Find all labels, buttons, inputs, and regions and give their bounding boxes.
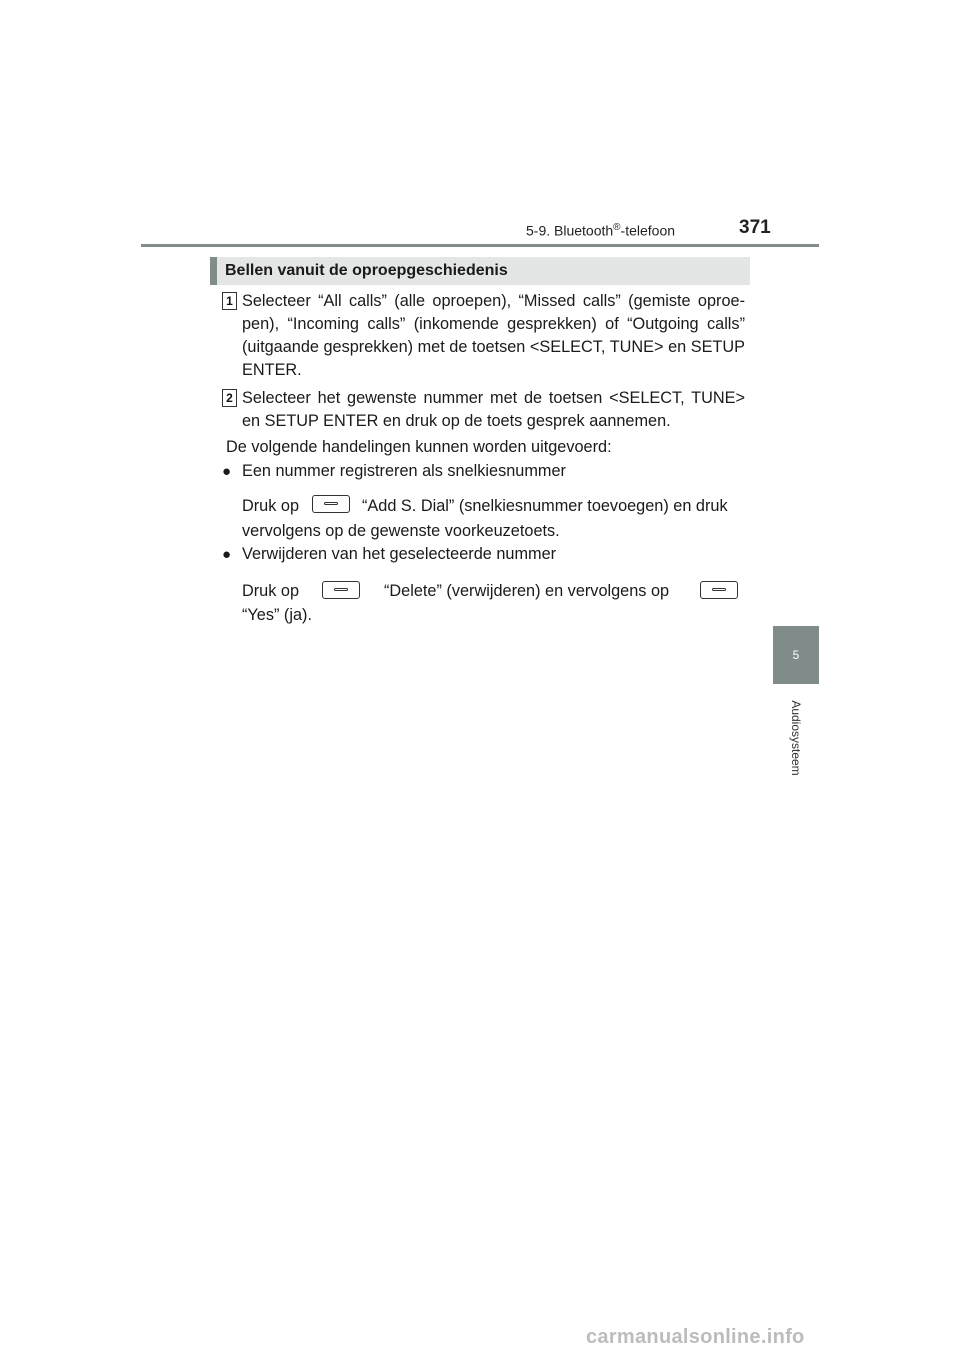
option-1-title-text: Een nummer registreren als snelkiesnummer	[242, 462, 566, 480]
soft-key-button-icon	[312, 495, 350, 513]
page-number: 371	[739, 217, 771, 238]
step-badge-2: 2	[222, 389, 237, 407]
chapter-tab: 5	[773, 626, 819, 684]
option-2-title-text: Verwijderen van het geselecteerde nummer	[242, 545, 557, 563]
option-2-action-text: “Delete” (verwijderen) en vervolgens op	[384, 582, 670, 600]
option-1-continuation: vervolgens op de gewenste voorkeuzetoets.	[242, 522, 560, 540]
option-2-title	[222, 543, 556, 566]
step-text-1: Selecteer “All calls” (alle oproepen), “Missed calls” (gemiste oproe-pen), “Incoming calls” (inkomende gesprekken) of “Outgoing calls” (uitgaande gesprekken) met de toetsen <SELECT, TUNE> en SETUP ENTER.	[242, 292, 745, 379]
intro-text: De volgende handelingen kunnen worden uitgevoerd:	[226, 438, 612, 456]
registered-mark: ®	[613, 222, 621, 233]
option-2-press-label: Druk op	[242, 582, 300, 600]
bullet-icon: ●	[222, 463, 232, 480]
running-header	[526, 222, 675, 239]
header-divider	[141, 244, 819, 247]
watermark: carmanualsonline.info	[586, 1326, 805, 1348]
option-1-action-text: “Add S. Dial” (snelkiesnummer toevoegen) en druk	[362, 497, 728, 515]
header-section-prefix: 5-9. Bluetooth	[526, 222, 614, 239]
step-badge-1: 1	[222, 292, 237, 310]
option-2-continuation: “Yes” (ja).	[242, 606, 312, 624]
chapter-label-text: Audiosysteem	[789, 700, 803, 776]
option-1-press-label: Druk op	[242, 497, 300, 515]
option-1-title	[222, 460, 566, 483]
section-title: Bellen vanuit de oproepgeschiedenis	[210, 257, 750, 285]
step-text-2: Selecteer het gewenste nummer met de toetsen <SELECT, TUNE> en SETUP ENTER en druk op de toets gesprek aannemen.	[242, 389, 745, 430]
bullet-icon: ●	[222, 546, 232, 563]
soft-key-button-icon	[700, 581, 738, 599]
header-section-suffix: -telefoon	[620, 222, 676, 239]
soft-key-button-icon	[322, 581, 360, 599]
